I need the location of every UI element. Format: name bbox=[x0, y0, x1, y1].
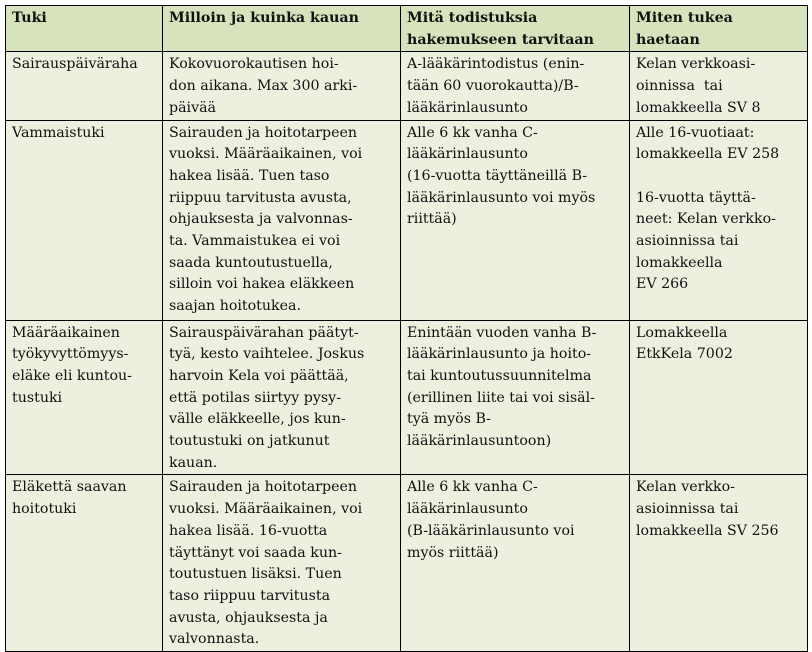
cell-how-to-apply bbox=[630, 320, 808, 475]
cell-required-certificates bbox=[401, 320, 630, 475]
cell-required-certificates bbox=[401, 475, 630, 652]
cell-when-and-duration bbox=[163, 320, 401, 475]
cell-line: hoitotuki bbox=[12, 501, 77, 518]
cell-line: lääkärinlausunto voi myös bbox=[407, 189, 596, 206]
cell-line: lääkärinlausuntoon) bbox=[407, 433, 552, 450]
cell-line: toutustuki on jatkunut bbox=[169, 433, 330, 450]
cell-line: välle eläkkeelle, jos kun- bbox=[169, 411, 346, 428]
cell-line: avusta, ohjauksesta ja bbox=[169, 609, 328, 626]
cell-benefit bbox=[6, 52, 163, 120]
cell-line: lomakkeella bbox=[636, 254, 723, 271]
cell-line: lääkärinlausunto bbox=[407, 99, 528, 116]
cell-line: taso riippuu tarvitusta bbox=[169, 587, 331, 604]
cell-line: toutustuen lisäksi. Tuen bbox=[169, 566, 342, 583]
cell-line: tustuki bbox=[12, 389, 63, 406]
cell-line: EtkKela 7002 bbox=[636, 346, 733, 363]
cell-line: Kelan verkkoasi- bbox=[636, 56, 756, 73]
table-row bbox=[6, 475, 808, 652]
cell-line: don aikana. Max 300 arki- bbox=[169, 78, 358, 95]
cell-line: lomakkeella SV 8 bbox=[636, 99, 761, 116]
header-line: Miten tukea bbox=[636, 10, 733, 26]
cell-line: saajan hoitotukea. bbox=[169, 298, 301, 315]
cell-line: tyä, kesto vaihtelee. Joskus bbox=[169, 346, 365, 363]
cell-line: päivää bbox=[169, 99, 217, 116]
cell-line: Alle 6 kk vanha C- bbox=[407, 479, 538, 496]
cell-line: EV 266 bbox=[636, 276, 689, 293]
cell-line: Määräaikainen bbox=[12, 324, 120, 341]
cell-line: lomakkeella SV 256 bbox=[636, 522, 779, 539]
cell-required-certificates bbox=[401, 52, 630, 120]
cell-line: neet: Kelan verkko- bbox=[636, 211, 776, 228]
cell-line bbox=[636, 166, 801, 188]
cell-line: myös riittää) bbox=[407, 544, 499, 561]
cell-line: Lomakkeella bbox=[636, 324, 728, 341]
cell-line: 16-vuotta täyttä- bbox=[636, 189, 756, 206]
cell-line: riittää) bbox=[407, 211, 457, 228]
cell-line: Alle 16-vuotiaat: bbox=[636, 124, 755, 141]
cell-line: ohjauksesta ja valvonnas- bbox=[169, 211, 353, 228]
cell-how-to-apply bbox=[630, 120, 808, 320]
cell-line: (B-lääkärinlausunto voi bbox=[407, 522, 575, 539]
cell-line: Sairauden ja hoitotarpeen bbox=[169, 124, 357, 141]
cell-how-to-apply bbox=[630, 475, 808, 652]
cell-line: riippuu tarvitusta avusta, bbox=[169, 189, 352, 206]
cell-line: valvonnasta. bbox=[169, 631, 260, 648]
cell-line: Kokovuorokautisen hoi- bbox=[169, 56, 339, 73]
cell-required-certificates bbox=[401, 120, 630, 320]
cell-line: Sairauspäivärahan päätyt- bbox=[169, 324, 359, 341]
cell-line: lomakkeella EV 258 bbox=[636, 146, 780, 163]
cell-line: lääkärinlausunto bbox=[407, 501, 528, 518]
cell-line: työkyvyttömyys- bbox=[12, 346, 129, 363]
header-when-and-duration bbox=[163, 6, 401, 52]
cell-line: (16-vuotta täyttäneillä B- bbox=[407, 167, 588, 184]
cell-line: asioinnissa tai bbox=[636, 233, 739, 250]
cell-line: A-lääkärintodistus (enin- bbox=[407, 56, 585, 73]
header-line: haetaan bbox=[636, 31, 700, 48]
cell-line: saada kuntoutustuella, bbox=[169, 254, 333, 271]
cell-line: oinnissa tai bbox=[636, 78, 723, 95]
table-row bbox=[6, 120, 808, 320]
cell-line: Sairauspäiväraha bbox=[12, 56, 138, 73]
cell-line: ta. Vammaistukea ei voi bbox=[169, 233, 341, 250]
table-row bbox=[6, 52, 808, 120]
cell-line: että potilas siirtyy pysy- bbox=[169, 389, 341, 406]
header-row bbox=[6, 6, 808, 52]
cell-line: vuoksi. Määräaikainen, voi bbox=[169, 501, 363, 518]
cell-line: hakea lisää. Tuen taso bbox=[169, 167, 330, 184]
table-row bbox=[6, 320, 808, 475]
cell-line: tai kuntoutussuunnitelma bbox=[407, 367, 592, 384]
cell-line: hakea lisää. 16-vuotta bbox=[169, 522, 328, 539]
cell-line: Kelan verkko- bbox=[636, 479, 735, 496]
cell-line: asioinnissa tai bbox=[636, 501, 739, 518]
header-line: Milloin ja kuinka kauan bbox=[169, 10, 359, 26]
cell-line: vuoksi. Määräaikainen, voi bbox=[169, 146, 363, 163]
cell-benefit bbox=[6, 475, 163, 652]
cell-line: Sairauden ja hoitotarpeen bbox=[169, 479, 357, 496]
cell-line: tyä myös B- bbox=[407, 411, 491, 428]
header-how-to-apply bbox=[630, 6, 808, 52]
cell-line: harvoin Kela voi päättää, bbox=[169, 367, 349, 384]
cell-how-to-apply bbox=[630, 52, 808, 120]
cell-benefit bbox=[6, 120, 163, 320]
cell-line: (erillinen liite tai voi sisäl- bbox=[407, 389, 595, 406]
header-required-certificates bbox=[401, 6, 630, 52]
cell-line: lääkärinlausunto ja hoito- bbox=[407, 346, 592, 363]
benefits-table bbox=[5, 5, 808, 652]
header-line: hakemukseen tarvitaan bbox=[407, 31, 594, 48]
cell-line: Vammaistuki bbox=[12, 124, 105, 141]
cell-line: tään 60 vuorokautta)/B- bbox=[407, 78, 579, 95]
cell-line: eläke eli kuntou- bbox=[12, 367, 132, 384]
cell-line: lääkärinlausunto bbox=[407, 146, 528, 163]
header-line: Tuki bbox=[12, 10, 47, 26]
cell-benefit bbox=[6, 320, 163, 475]
cell-when-and-duration bbox=[163, 52, 401, 120]
header-line: Mitä todistuksia bbox=[407, 10, 538, 26]
header-benefit bbox=[6, 6, 163, 52]
cell-line: Alle 6 kk vanha C- bbox=[407, 124, 538, 141]
cell-line: täyttänyt voi saada kun- bbox=[169, 544, 342, 561]
cell-line: Enintään vuoden vanha B- bbox=[407, 324, 597, 341]
cell-line: kauan. bbox=[169, 454, 218, 471]
cell-line: silloin voi hakea eläkkeen bbox=[169, 276, 355, 293]
cell-when-and-duration bbox=[163, 475, 401, 652]
cell-line: Eläkettä saavan bbox=[12, 479, 127, 496]
cell-when-and-duration bbox=[163, 120, 401, 320]
